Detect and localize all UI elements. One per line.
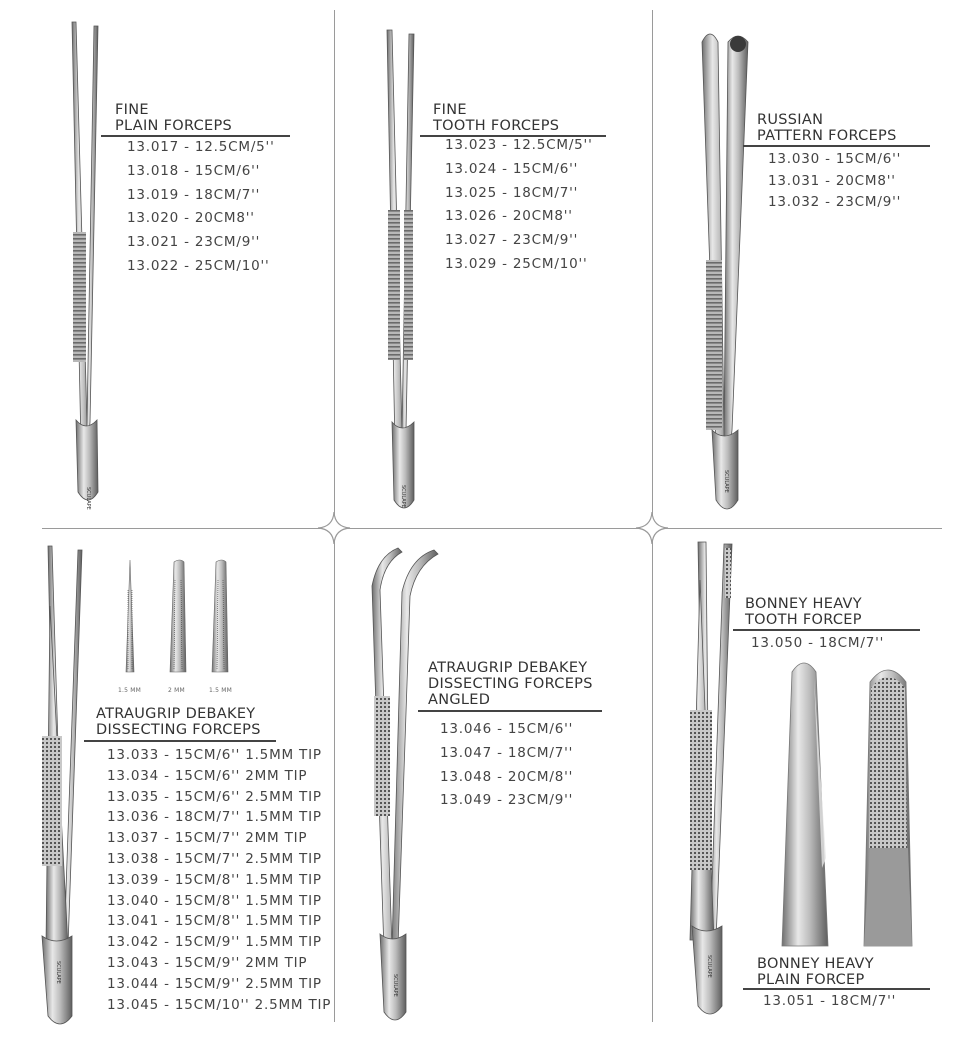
list-item: 13.022 - 25CM/10'' <box>127 257 270 274</box>
list-item: 13.045 - 15CM/10'' 2.5MM TIP <box>107 996 332 1013</box>
list-item: 13.038 - 15CM/7'' 2.5MM TIP <box>107 850 322 867</box>
svg-text:SCULAPE: SCULAPE <box>85 487 91 510</box>
list-item: 13.035 - 15CM/6'' 2.5MM TIP <box>107 788 322 805</box>
list-item: 13.036 - 18CM/7'' 1.5MM TIP <box>107 809 322 826</box>
list-item: 13.041 - 15CM/8'' 1.5MM TIP <box>107 913 322 930</box>
debakey-angled-forceps-list <box>440 718 573 813</box>
svg-text:SCULAPE: SCULAPE <box>55 961 61 984</box>
bonney-tip-closeup-images <box>778 658 918 946</box>
list-item: 13.031 - 20CM8'' <box>768 172 896 189</box>
fine-plain-forceps-title: FINE PLAIN FORCEPS <box>115 102 233 134</box>
divider-vertical-left-top <box>334 10 335 524</box>
tip-size-label: 1.5 MM <box>118 687 142 694</box>
list-item: 13.021 - 23CM/9'' <box>127 234 261 251</box>
fine-tooth-forceps-list <box>445 134 593 277</box>
list-item: 13.029 - 25CM/10'' <box>445 255 588 272</box>
list-item: 13.044 - 15CM/9'' 2.5MM TIP <box>107 975 322 992</box>
list-item: 13.046 - 15CM/6'' <box>440 721 574 737</box>
russian-forceps-rule <box>743 145 930 147</box>
bonney-tooth-forcep-rule <box>733 629 920 631</box>
list-item: 13.017 - 12.5CM/5'' <box>127 139 275 155</box>
list-item: 13.034 - 15CM/6'' 2MM TIP <box>107 767 308 784</box>
debakey-angled-forceps-image <box>368 546 444 1024</box>
divider-horizontal <box>42 528 942 529</box>
svg-text:SCULAPE: SCULAPE <box>400 485 406 508</box>
russian-forceps-title: RUSSIAN PATTERN FORCEPS <box>757 112 897 144</box>
fine-plain-forceps-image <box>62 22 112 510</box>
bonney-tooth-forcep-list <box>751 632 884 656</box>
list-item: 13.047 - 18CM/7'' <box>440 744 574 761</box>
bonney-forceps-image <box>686 540 738 1018</box>
list-item: 13.032 - 23CM/9'' <box>768 194 902 210</box>
list-item: 13.049 - 23CM/9'' <box>440 792 574 809</box>
list-item: 13.033 - 15CM/6'' 1.5MM TIP <box>107 747 322 763</box>
svg-text:SCULAPE: SCULAPE <box>392 974 398 997</box>
list-item: 13.030 - 15CM/6'' <box>768 151 902 167</box>
list-item: 13.037 - 15CM/7'' 2MM TIP <box>107 830 308 847</box>
debakey-forceps-image <box>38 546 88 1028</box>
bonney-tooth-forcep-title: BONNEY HEAVY TOOTH FORCEP <box>745 596 862 628</box>
list-item: 13.050 - 18CM/7'' <box>751 635 885 651</box>
russian-forceps-list <box>768 149 901 214</box>
list-item: 13.025 - 18CM/7'' <box>445 184 579 201</box>
debakey-forceps-title: ATRAUGRIP DEBAKEY DISSECTING FORCEPS <box>96 706 261 738</box>
tip-size-label: 2 MM <box>168 687 185 694</box>
svg-text:SCULAPE: SCULAPE <box>723 470 729 493</box>
list-item: 13.040 - 15CM/8'' 1.5MM TIP <box>107 892 322 909</box>
debakey-tip-images <box>118 560 238 682</box>
divider-star-right <box>636 512 668 544</box>
list-item: 13.018 - 15CM/6'' <box>127 162 261 179</box>
fine-plain-forceps-list <box>127 136 275 279</box>
tip-size-label: 1.5 MM <box>209 687 233 694</box>
divider-star-left <box>318 512 350 544</box>
svg-text:SCULAPE: SCULAPE <box>706 955 712 978</box>
list-item: 13.051 - 18CM/7'' <box>763 993 897 1009</box>
debakey-angled-forceps-title: ATRAUGRIP DEBAKEY DISSECTING FORCEPS ANGLED <box>428 660 593 708</box>
list-item: 13.039 - 15CM/8'' 1.5MM TIP <box>107 871 322 888</box>
list-item: 13.024 - 15CM/6'' <box>445 160 579 177</box>
list-item: 13.042 - 15CM/9'' 1.5MM TIP <box>107 934 322 951</box>
list-item: 13.019 - 18CM/7'' <box>127 186 261 203</box>
list-item: 13.027 - 23CM/9'' <box>445 232 579 249</box>
list-item: 13.026 - 20CM8'' <box>445 208 573 225</box>
russian-forceps-image <box>698 30 754 516</box>
fine-tooth-forceps-title: FINE TOOTH FORCEPS <box>433 102 560 134</box>
divider-vertical-right-top <box>652 10 653 524</box>
list-item: 13.048 - 20CM/8'' <box>440 768 574 785</box>
debakey-forceps-list <box>107 745 331 1015</box>
bonney-plain-forcep-list <box>763 990 896 1014</box>
list-item: 13.043 - 15CM/9'' 2MM TIP <box>107 954 308 971</box>
fine-tooth-forceps-image <box>382 30 426 512</box>
debakey-angled-forceps-rule <box>418 710 602 712</box>
list-item: 13.020 - 20CM8'' <box>127 210 255 227</box>
bonney-plain-forcep-title: BONNEY HEAVY PLAIN FORCEP <box>757 956 874 988</box>
divider-vertical-left-bottom <box>334 534 335 1022</box>
list-item: 13.023 - 12.5CM/5'' <box>445 137 593 153</box>
divider-vertical-right-bottom <box>652 534 653 1022</box>
debakey-forceps-rule <box>84 740 276 742</box>
